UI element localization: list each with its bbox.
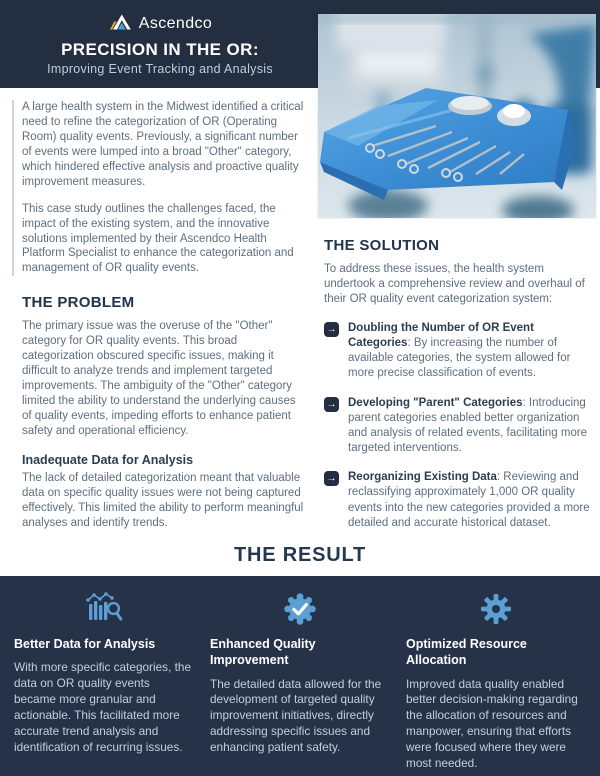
result-heading: THE RESULT bbox=[233, 544, 367, 566]
right-column bbox=[312, 88, 600, 540]
result-column-2 bbox=[210, 592, 390, 776]
solution-bullet-2-desc: : Introducing parent categories enabled better organization and analysis of related events, facilitating more targeted interventions. bbox=[348, 396, 588, 455]
main-content bbox=[0, 88, 600, 540]
solution-bullet-2-title: Developing "Parent" Categories bbox=[348, 396, 523, 409]
result-column-3-body: Improved data quality enabled better decision-making regarding the allocation of resources and manpower, ensuring that efforts were focused where they were most needed. bbox=[406, 676, 578, 771]
result-column-1 bbox=[14, 592, 194, 776]
problem-body: The primary issue was the overuse of the "Other" category for OR quality events. This broad categorization obscured specific issues, making it difficult to analyze trends and implement targeted improvements. The ambiguity of the "Other" category limited the ability to understand the underlying causes of quality events, impeding efforts to enhance patient safety and operational efficiency. bbox=[22, 320, 296, 437]
result-column-3-title: Optimized Resource Allocation bbox=[406, 637, 527, 668]
result-column-1-body: With more specific categories, the data on OR quality events became more granular and actionable. This facilitated more accurate trend analysis and identification of recurring issues. bbox=[14, 660, 192, 754]
solution-bullet-1 bbox=[324, 321, 590, 382]
solution-bullet-3-desc: : Reviewing and reclassifying approximately 1,000 OR quality events into the new categories provided a more detailed and accurate historical dataset. bbox=[348, 471, 590, 529]
problem-sub-heading-1: Inadequate Data for Analysis bbox=[22, 452, 194, 467]
solution-bullet-2-text bbox=[348, 396, 590, 457]
brand-logo bbox=[0, 13, 320, 35]
result-banner bbox=[0, 538, 600, 576]
result-column-2-title: Enhanced Quality Improvement bbox=[210, 637, 316, 668]
solution-intro: To address these issues, the health system undertook a comprehensive review and overhaul of their OR quality event categorization system: bbox=[324, 263, 585, 305]
left-column bbox=[0, 88, 312, 540]
problem-heading: THE PROBLEM bbox=[22, 294, 135, 312]
problem-sub-body-1: The lack of detailed categorization meant that valuable data on specific quality issues were not being captured effectively. This limited the ability to perform meaningful analyses and identify trends. bbox=[22, 471, 304, 529]
solution-bullet-1-text bbox=[348, 321, 590, 382]
solution-bullet-2 bbox=[324, 396, 590, 457]
page-title: PRECISION IN THE OR: bbox=[61, 40, 259, 59]
gear-icon bbox=[406, 592, 586, 628]
solution-bullet-3-text bbox=[348, 470, 590, 531]
brand-name: Ascendco bbox=[138, 15, 213, 32]
chart-magnifier-icon bbox=[14, 592, 194, 628]
solution-bullet-1-desc: : By increasing the number of available categories, the system allowed for more precise classification of events. bbox=[348, 336, 571, 380]
intro-block bbox=[12, 100, 304, 276]
page-subtitle: Improving Event Tracking and Analysis bbox=[47, 62, 273, 76]
result-footer bbox=[0, 576, 600, 776]
intro-paragraph-2: This case study outlines the challenges faced, the impact of the existing system, and the innovative solutions implemented by their Ascendco Health Platform Specialist to enhance the categorization and management of OR quality events. bbox=[22, 202, 294, 275]
arrow-right-icon: → bbox=[324, 397, 339, 412]
result-column-3 bbox=[406, 592, 586, 776]
result-column-2-body: The detailed data allowed for the development of targeted quality improvement initiatives, directly addressing specific issues and enhancing patient safety. bbox=[210, 676, 382, 755]
solution-bullet-3 bbox=[324, 470, 590, 531]
solution-bullet-3-title: Reorganizing Existing Data bbox=[348, 471, 497, 484]
arrow-right-icon: → bbox=[324, 471, 339, 486]
arrow-right-icon: → bbox=[324, 322, 339, 337]
header-content bbox=[0, 0, 320, 76]
badge-check-icon bbox=[210, 592, 390, 628]
solution-bullet-1-title: Doubling the Number of OR Event Categories bbox=[348, 321, 534, 349]
result-column-1-title: Better Data for Analysis bbox=[14, 637, 156, 651]
mountain-logo-icon bbox=[108, 12, 132, 37]
intro-paragraph-1: A large health system in the Midwest identified a critical need to refine the categorization of OR (Operating Room) quality events. Previously, a significant number of events were lumped into a broad "Other" category, which hindered effective analysis and proactive quality improvement measures. bbox=[22, 101, 304, 188]
solution-heading: THE SOLUTION bbox=[324, 237, 440, 254]
